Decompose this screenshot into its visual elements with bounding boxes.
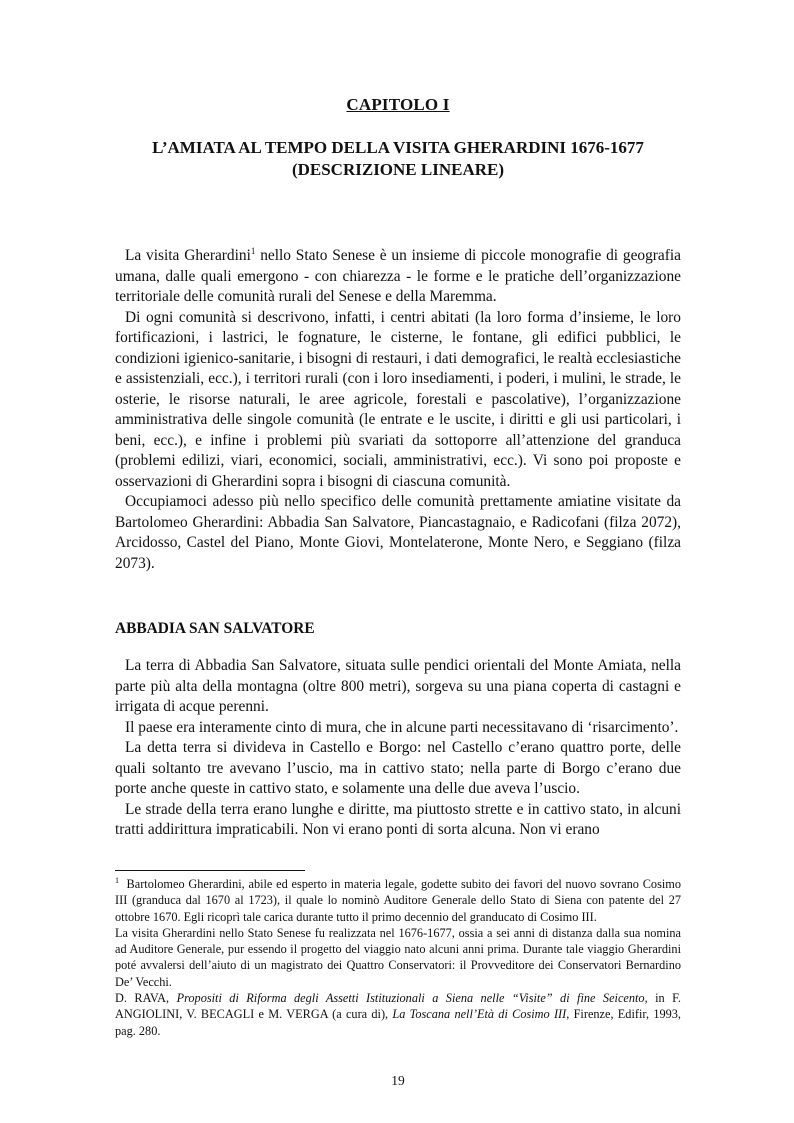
chapter-title-line-1: L’AMIATA AL TEMPO DELLA VISITA GHERARDINI 1676-1677 bbox=[152, 138, 644, 157]
footnote bbox=[115, 876, 681, 1039]
section-paragraph-2: Il paese era interamente cinto di mura, che in alcune parti necessitavano di ‘risarcimento’. bbox=[125, 718, 679, 736]
footnote-reference-entry: D. RAVA, Propositi di Riforma degli Assetti Istituzionali a Siena nelle “Visite” di fine Seicento, in F. ANGIOLINI, V. BECAGLI e M. VERGA (a cura di), La Toscana nell’Età di Cosimo III, Firenze, Edifir, 1993, pag. 280. bbox=[115, 991, 681, 1038]
intro-paragraph-3: Occupiamoci adesso più nello specifico delle comunità prettamente amiatine visitate da Bartolomeo Gherardini: Abbadia San Salvatore, Piancastagnaio, e Radicofani (filza 2072), Arcidosso, Castel del Piano, Monte Giovi, Montelaterone, Monte Nero, e Seggiano (filza 2073). bbox=[115, 493, 681, 572]
footnote-reference[interactable]: 1 bbox=[250, 245, 256, 256]
footnote-paragraph-2: La visita Gherardini nello Stato Senese fu realizzata nel 1676-1677, ossia a sei anni di distanza dalla sua nomina ad Auditore Generale, pur essendo il progetto del viaggio nato alcuni anni prima. Durante tale viaggio Gherardini poté avvalersi dell’aiuto di un magistrato dei Quattro Conservatori: il Provveditore dei Conservatori Bernardino De’ Vecchi. bbox=[115, 925, 681, 989]
intro-text bbox=[115, 246, 681, 574]
footnote-number: 1 bbox=[115, 875, 119, 885]
chapter-title-line-2: (DESCRIZIONE LINEARE) bbox=[291, 160, 505, 179]
intro-paragraph-1: La visita Gherardini$^1$ nello Stato Senese è un insieme di piccole monografie di geografia umana, dalle quali emergono - con chiarezza - le forme e le pratiche dell’organizzazione territoriale delle comunità rurali del Senese e della Maremma. bbox=[115, 245, 681, 305]
section-paragraph-4: Le strade della terra erano lunghe e diritte, ma piuttosto strette e in cattivo stato, in alcuni tratti addirittura impraticabili. Non vi erano ponti di sorta alcuna. Non vi erano bbox=[115, 800, 681, 838]
section-paragraph-3: La detta terra si divideva in Castello e Borgo: nel Castello c’erano quattro porte, delle quali soltanto tre avevano l’uscio, ma in cattivo stato; nella parte di Borgo c’erano due porte anche queste in cattivo stato, e solamente una delle due aveva l’uscio. bbox=[115, 739, 681, 797]
section-heading: ABBADIA SAN SALVATORE bbox=[115, 620, 315, 637]
intro-paragraph-2: Di ogni comunità si descrivono, infatti, i centri abitati (la loro forma d’insieme, le loro fortificazioni, i lastrici, le fognature, le cisterne, le fontane, gli edifici pubblici, le condizioni igienico-sanitarie, i bisogni di restauri, i dati demografici, le realtà ecclesiastiche e assistenziali, ecc.), i territori rurali (con i loro insediamenti, i poderi, i mulini, le strade, le osterie, le risorse naturali, le aree agricole, forestali e pascolative), l’organizzazione amministrativa delle singole comunità (le entrate e le uscite, i diritti e gli usi particolari, i beni, ecc.), e infine i problemi più svariati da sottoporre all’attenzione del granduca (problemi edilizi, viari, economici, sociali, amministrativi, ecc.). Vi sono poi proposte e osservazioni di Gherardini sopra i bisogni di ciascuna comunità. bbox=[115, 308, 681, 490]
chapter-heading: CAPITOLO I bbox=[346, 95, 450, 114]
section-paragraph-1: La terra di Abbadia San Salvatore, situata sulle pendici orientali del Monte Amiata, nella parte più alta della montagna (oltre 800 metri), sorgeva su una piana coperta di castagni e irrigata di acque perenni. bbox=[115, 657, 681, 715]
page-number: 19 bbox=[391, 1073, 405, 1088]
footnote-separator bbox=[115, 870, 305, 871]
footnote-paragraph-1: $^1$ Bartolomeo Gherardini, abile ed esperto in materia legale, godette subito dei favori del nuovo sovrano Cosimo III (granduca dal 1670 al 1723), il quale lo nominò Auditore Generale dello Stato di Siena con patente del 27 ottobre 1670. Egli ricoprì tale carica durante tutto il primo decennio del granducato di Cosimo III. bbox=[115, 875, 681, 924]
section-text bbox=[115, 656, 681, 841]
chapter-title bbox=[115, 137, 681, 181]
